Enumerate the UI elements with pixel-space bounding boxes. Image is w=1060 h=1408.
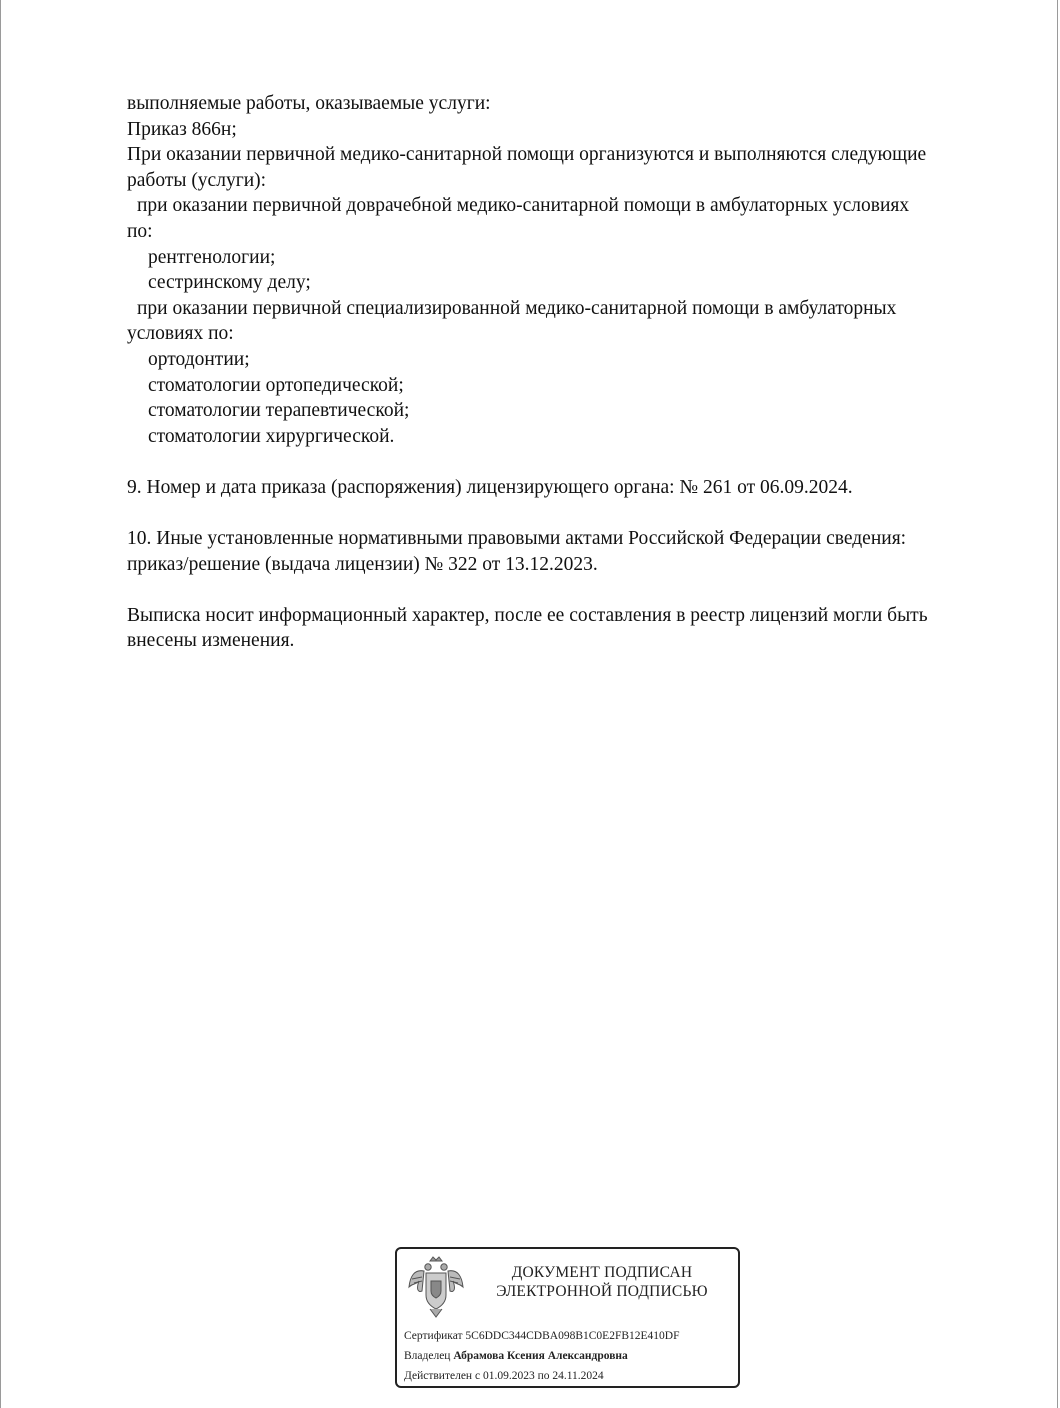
- text-line: при оказании первичной специализированной медико-санитарной помощи в амбулаторных: [137, 297, 897, 319]
- spacer: [127, 501, 1007, 527]
- service-item: стоматологии терапевтической;: [148, 400, 410, 422]
- item-10-line-2: приказ/решение (выдача лицензии) № 322 от 13.12.2023.: [127, 553, 598, 575]
- certificate-label: Сертификат: [404, 1330, 463, 1342]
- text-line: При оказании первичной медико-санитарной помощи организуются и выполняются следующие: [127, 144, 927, 166]
- text-line: Приказ 866н;: [127, 118, 237, 140]
- stamp-title: [477, 1263, 727, 1301]
- stamp-title-line-1: ДОКУМЕНТ ПОДПИСАН: [511, 1264, 693, 1281]
- owner-row: [404, 1346, 679, 1366]
- text-line: выполняемые работы, оказываемые услуги:: [127, 93, 491, 114]
- item-9-order-number: 9. Номер и дата приказа (распоряжения) лицензирующего органа: № 261 от 06.09.2024.: [127, 476, 853, 498]
- owner-label: Владелец: [404, 1350, 451, 1362]
- owner-value: Абрамова Ксения Александровна: [453, 1350, 628, 1362]
- document-body: [127, 91, 1007, 654]
- service-item: стоматологии ортопедической;: [148, 374, 404, 396]
- coat-of-arms-icon: [406, 1255, 466, 1319]
- note-line-1: Выписка носит информационный характер, после ее составления в реестр лицензий могли быть: [127, 604, 928, 626]
- service-item: рентгенологии;: [148, 246, 276, 268]
- service-item: сестринскому делу;: [148, 272, 311, 294]
- electronic-signature-stamp: [395, 1247, 740, 1388]
- item-10-line-1: 10. Иные установленные нормативными правовыми актами Российской Федерации сведения:: [127, 528, 907, 550]
- stamp-title-line-2: ЭЛЕКТРОННОЙ ПОДПИСЬЮ: [496, 1283, 708, 1300]
- spacer: [127, 449, 1007, 475]
- spacer: [127, 577, 1007, 603]
- validity-row: Действителен с 01.09.2023 по 24.11.2024: [404, 1370, 604, 1382]
- note-line-2: внесены изменения.: [127, 630, 295, 652]
- text-line: при оказании первичной доврачебной медико-санитарной помощи в амбулаторных условиях: [137, 195, 910, 217]
- text-line: по:: [127, 220, 153, 242]
- certificate-row: [404, 1326, 679, 1346]
- service-item: стоматологии хирургической.: [148, 425, 395, 447]
- text-line: работы (услуги):: [127, 169, 267, 191]
- text-line: условиях по:: [127, 323, 234, 345]
- service-item: ортодонтии;: [148, 348, 250, 370]
- stamp-details: [404, 1326, 679, 1386]
- certificate-value: 5C6DDC344CDBA098B1C0E2FB12E410DF: [465, 1330, 680, 1342]
